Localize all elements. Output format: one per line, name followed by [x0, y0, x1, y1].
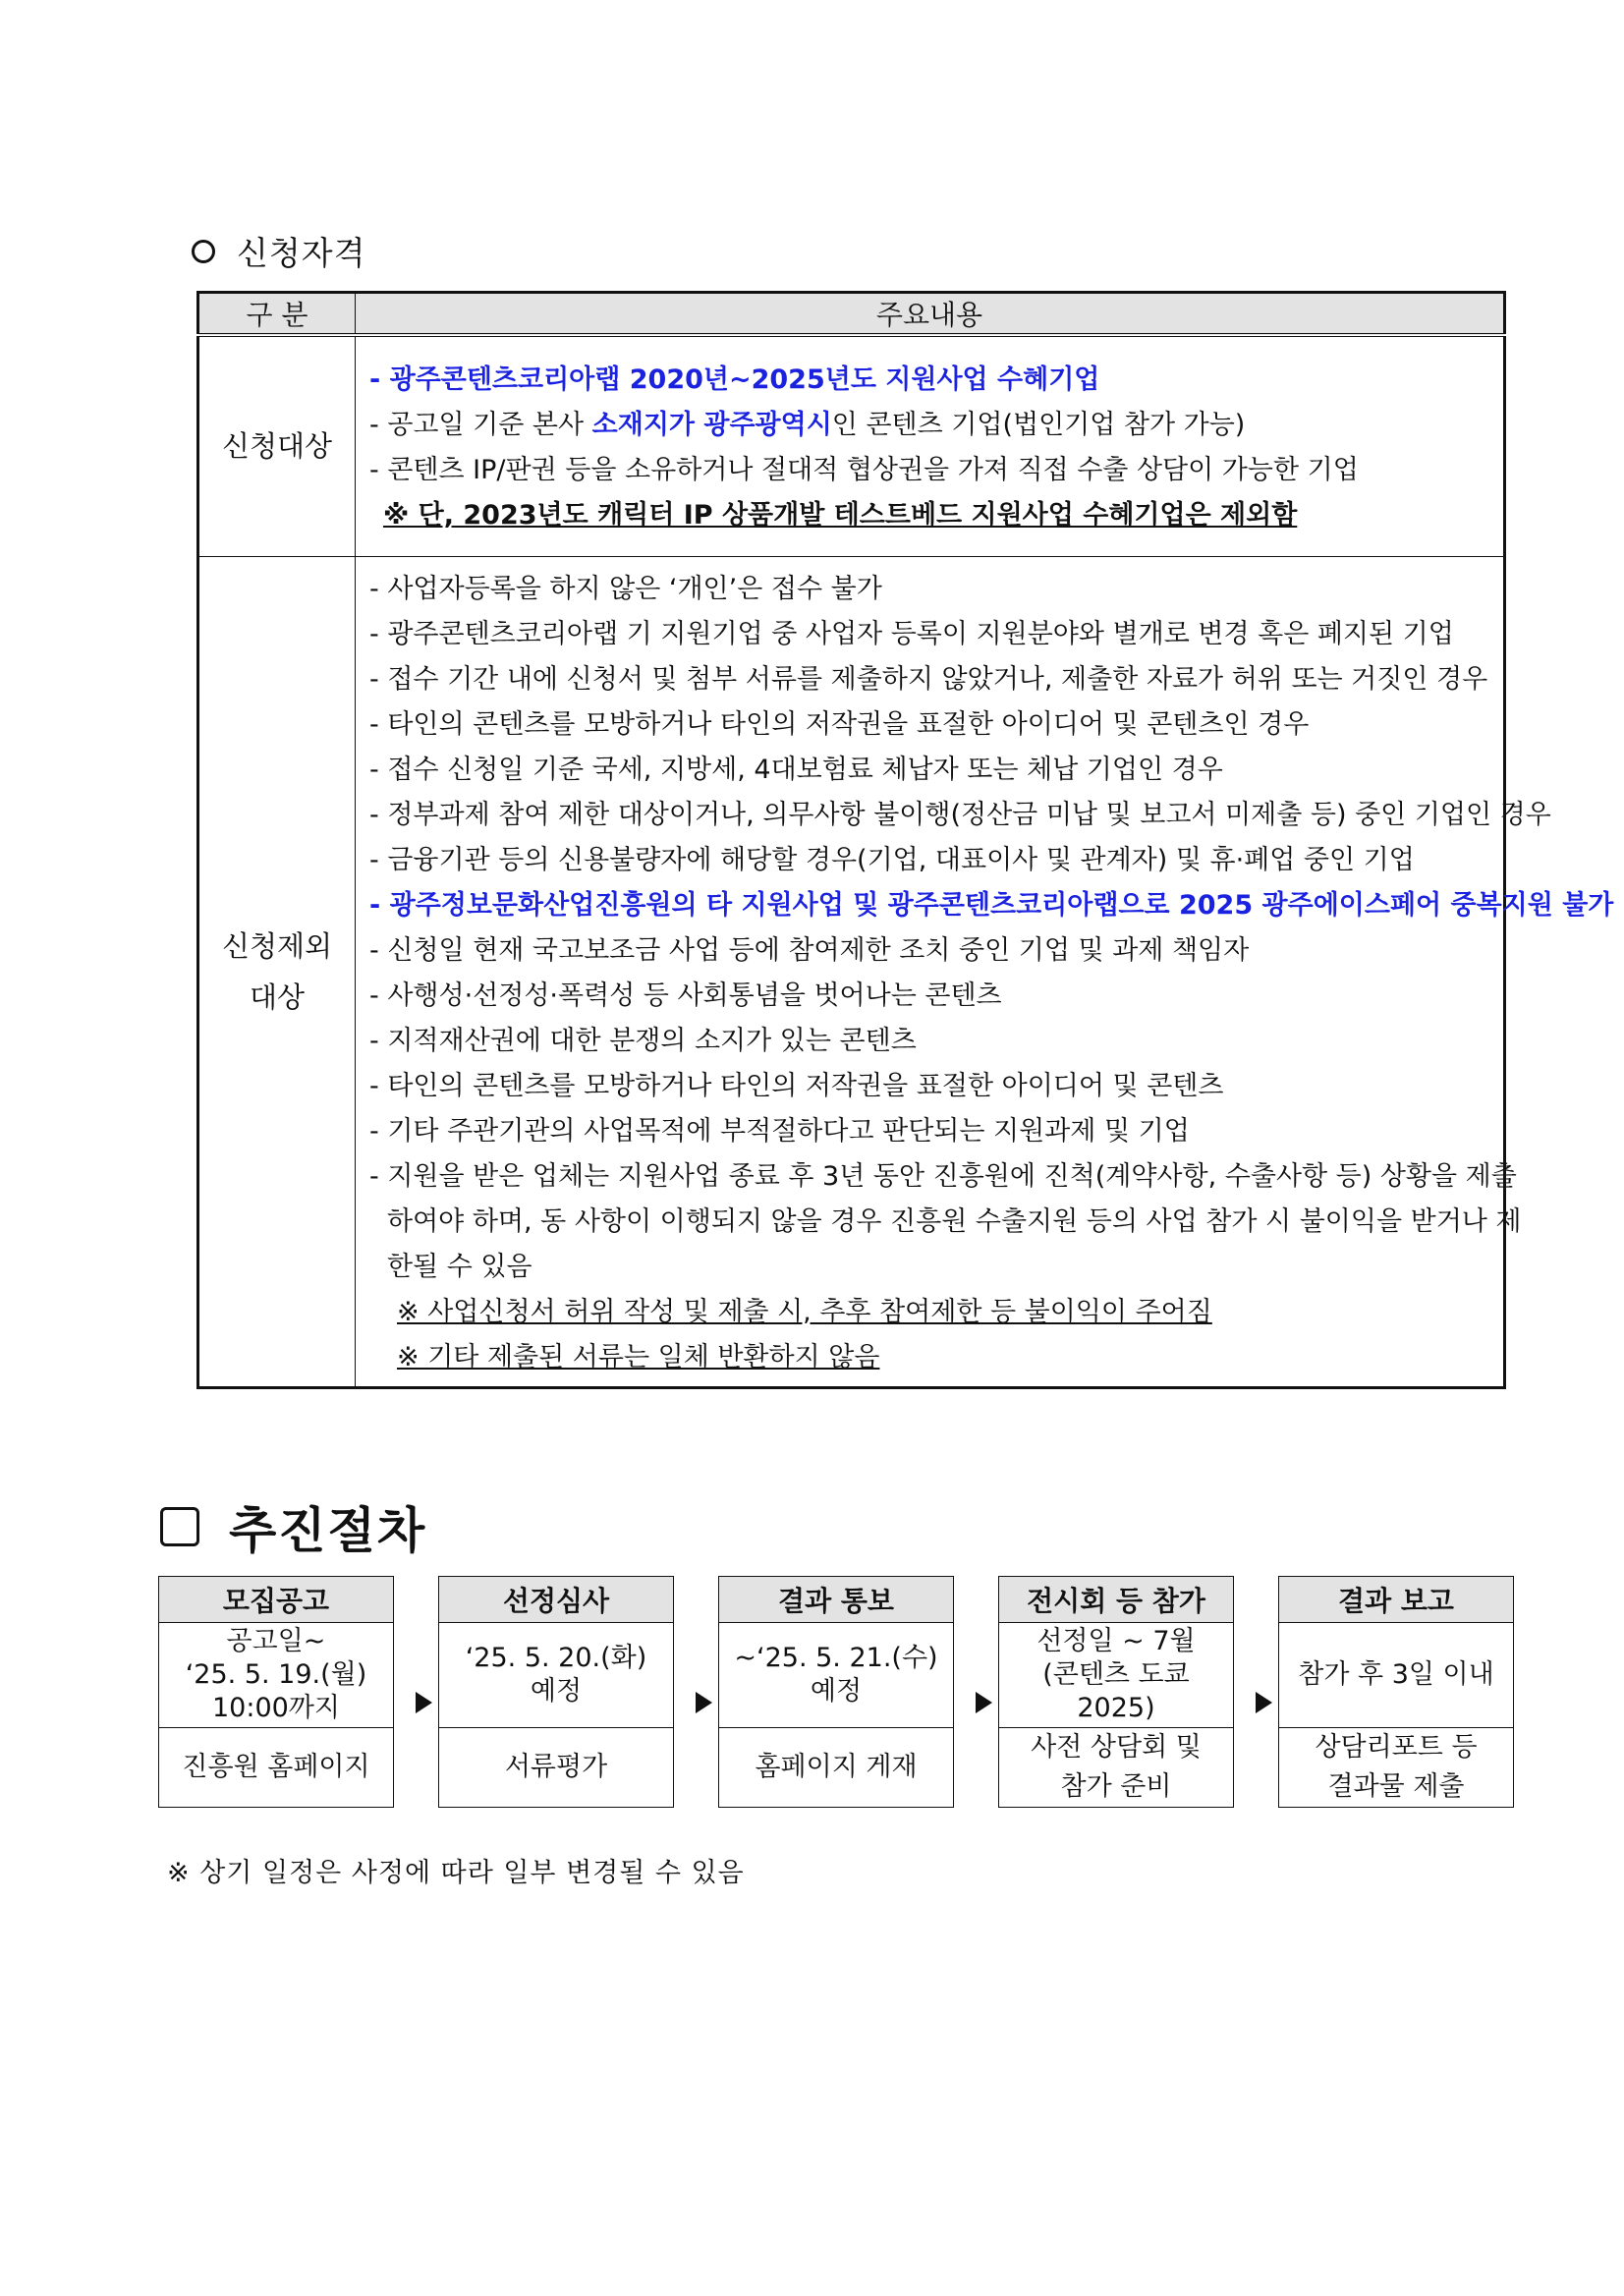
process-step-exhibition: [998, 1576, 1234, 1808]
step-date-line: (콘텐츠 도쿄 2025): [1042, 1659, 1190, 1723]
eligibility-table: [196, 291, 1614, 1389]
long-item-line-1: - 지원을 받은 업체는 지원사업 종료 후 3년 동안 진흥원에 진척(계약사항, 수출사항 등) 상황을 제출: [369, 1160, 1517, 1192]
step-date-line: 참가 후 3일 이내: [1298, 1659, 1494, 1690]
long-item-line-2: 하여야 하며, 동 사항이 이행되지 않을 경우 진흥원 수출지원 등의 사업 참가 시 불이익을 받거나 제: [387, 1205, 1522, 1237]
process-heading-text: 추진절차: [229, 1502, 427, 1559]
target-line-3: - 콘텐츠 IP/판권 등을 소유하거나 절대적 협상권을 가져 직접 수출 상담이 가능한 기업: [369, 455, 1359, 486]
header-content: 주요내용: [356, 293, 1505, 336]
step-desc-line: 참가 준비: [1060, 1771, 1172, 1802]
eligibility-heading-text: 신청자격: [237, 234, 366, 272]
step-title: 결과 통보: [719, 1577, 953, 1623]
step-date-line: ‘25. 5. 19.(월): [185, 1659, 367, 1690]
step-date: [159, 1623, 393, 1728]
step-title: 결과 보고: [1279, 1577, 1513, 1623]
exclusion-content: [356, 556, 1614, 1387]
exclusion-row: [198, 556, 1505, 1387]
step-date: [719, 1623, 953, 1728]
step-title: 모집공고: [159, 1577, 393, 1623]
long-item-line-3: 한될 수 있음: [387, 1251, 532, 1282]
step-desc-line: 홈페이지 게재: [755, 1752, 918, 1782]
target-line-2-highlight: 소재지가 광주광역시: [591, 410, 832, 441]
target-note-text: ※ 단, 2023년도 캐릭터 IP 상품개발 테스트베드 지원사업 수혜기업은 제외함: [383, 500, 1298, 532]
process-step-result-notice: [718, 1576, 954, 1808]
list-item: - 신청일 현재 국고보조금 사업 등에 참여제한 조치 중인 기업 및 과제 책임자: [369, 934, 1250, 966]
target-content: [356, 335, 1505, 556]
step-title: 전시회 등 참가: [999, 1577, 1233, 1623]
step-desc: [1279, 1728, 1513, 1807]
schedule-footnote: ※ 상기 일정은 사정에 따라 일부 변경될 수 있음: [167, 1858, 745, 1888]
arrow-right-icon: [696, 1692, 712, 1713]
step-desc-line: 진흥원 홈페이지: [182, 1752, 370, 1782]
square-bullet-icon: [160, 1507, 199, 1546]
target-line-2: [369, 403, 1491, 448]
process-step-recruit: [158, 1576, 394, 1808]
exclusion-note-2: [369, 1335, 1491, 1380]
exclusion-note-1: [369, 1290, 1491, 1335]
list-item: - 기타 주관기관의 사업목적에 부적절하다고 판단되는 지원과제 및 기업: [369, 1115, 1190, 1147]
list-item: - 접수 신청일 기준 국세, 지방세, 4대보험료 체납자 또는 체납 기업인 경우: [369, 754, 1223, 785]
arrow-right-icon: [1256, 1692, 1272, 1713]
circle-bullet-icon: [192, 240, 215, 263]
exclusion-note-1-text: ※ 사업신청서 허위 작성 및 제출 시, 추후 참여제한 등 불이익이 주어짐: [397, 1296, 1212, 1327]
step-date: [1279, 1623, 1513, 1728]
step-date-line: 공고일~: [226, 1626, 326, 1656]
arrow-right-icon: [416, 1692, 432, 1713]
list-item: - 접수 기간 내에 신청서 및 첨부 서류를 제출하지 않았거나, 제출한 자료가 허위 또는 거짓인 경우: [369, 663, 1488, 695]
target-line-2-suffix: 인 콘텐츠 기업(법인기업 참가 가능): [831, 410, 1246, 441]
process-flow: [158, 1576, 1514, 1812]
process-step-selection: [438, 1576, 674, 1808]
step-desc: [159, 1728, 393, 1807]
list-item: - 타인의 콘텐츠를 모방하거나 타인의 저작권을 표절한 아이디어 및 콘텐츠인 경우: [369, 708, 1310, 740]
step-date-line: ‘25. 5. 20.(화): [465, 1643, 647, 1673]
header-category: 구 분: [198, 293, 356, 336]
step-desc-line: 상담리포트 등: [1315, 1732, 1478, 1763]
target-row: [198, 335, 1505, 556]
step-date-line: 예정: [530, 1676, 583, 1707]
step-desc-line: 서류평가: [504, 1752, 608, 1782]
target-note: [369, 493, 1491, 538]
exclusion-category-line-2: 대상: [249, 980, 306, 1014]
step-desc: [999, 1728, 1233, 1807]
step-title: 선정심사: [439, 1577, 673, 1623]
target-line-2-prefix: - 공고일 기준 본사: [369, 410, 592, 441]
list-item: - 사행성·선정성·폭력성 등 사회통념을 벗어나는 콘텐츠: [369, 980, 1002, 1011]
step-date-line: ~‘25. 5. 21.(수): [734, 1643, 938, 1673]
step-desc-line: 결과물 제출: [1327, 1771, 1465, 1802]
table-header-row: [198, 293, 1505, 336]
process-step-report: [1278, 1576, 1514, 1808]
step-date-line: 선정일 ~ 7월: [1036, 1626, 1196, 1656]
arrow-right-icon: [976, 1692, 992, 1713]
list-item: - 광주콘텐츠코리아랩 기 지원기업 중 사업자 등록이 지원분야와 별개로 변경 혹은 폐지된 기업: [369, 618, 1454, 649]
list-item: - 타인의 콘텐츠를 모방하거나 타인의 저작권을 표절한 아이디어 및 콘텐츠: [369, 1070, 1224, 1101]
exclusion-note-2-text: ※ 기타 제출된 서류는 일체 반환하지 않음: [397, 1341, 880, 1372]
target-category: 신청대상: [198, 335, 356, 556]
step-date: [999, 1623, 1233, 1728]
process-heading: [160, 1491, 426, 1562]
step-desc: [439, 1728, 673, 1807]
list-item: - 정부과제 참여 제한 대상이거나, 의무사항 불이행(정산금 미납 및 보고서 미제출 등) 중인 기업인 경우: [369, 799, 1551, 830]
step-date-line: 10:00까지: [212, 1693, 340, 1723]
step-desc: [719, 1728, 953, 1807]
highlight-list-item: - 광주정보문화산업진흥원의 타 지원사업 및 광주콘텐츠코리아랩으로 2025 광주에이스페어 중복지원 불가: [369, 889, 1614, 921]
list-item: - 금융기관 등의 신용불량자에 해당할 경우(기업, 대표이사 및 관계자) 및 휴·폐업 중인 기업: [369, 844, 1415, 875]
step-desc-line: 사전 상담회 및: [1031, 1732, 1202, 1763]
list-item: - 지적재산권에 대한 분쟁의 소지가 있는 콘텐츠: [369, 1025, 917, 1056]
step-date: [439, 1623, 673, 1728]
target-line-1: - 광주콘텐츠코리아랩 2020년~2025년도 지원사업 수혜기업: [369, 364, 1100, 396]
exclusion-category: [198, 556, 356, 1387]
step-date-line: 예정: [810, 1676, 863, 1707]
list-item: - 사업자등록을 하지 않은 ‘개인’은 접수 불가: [369, 573, 882, 604]
exclusion-category-line-1: 신청제외: [221, 928, 333, 963]
eligibility-heading: [192, 228, 366, 274]
